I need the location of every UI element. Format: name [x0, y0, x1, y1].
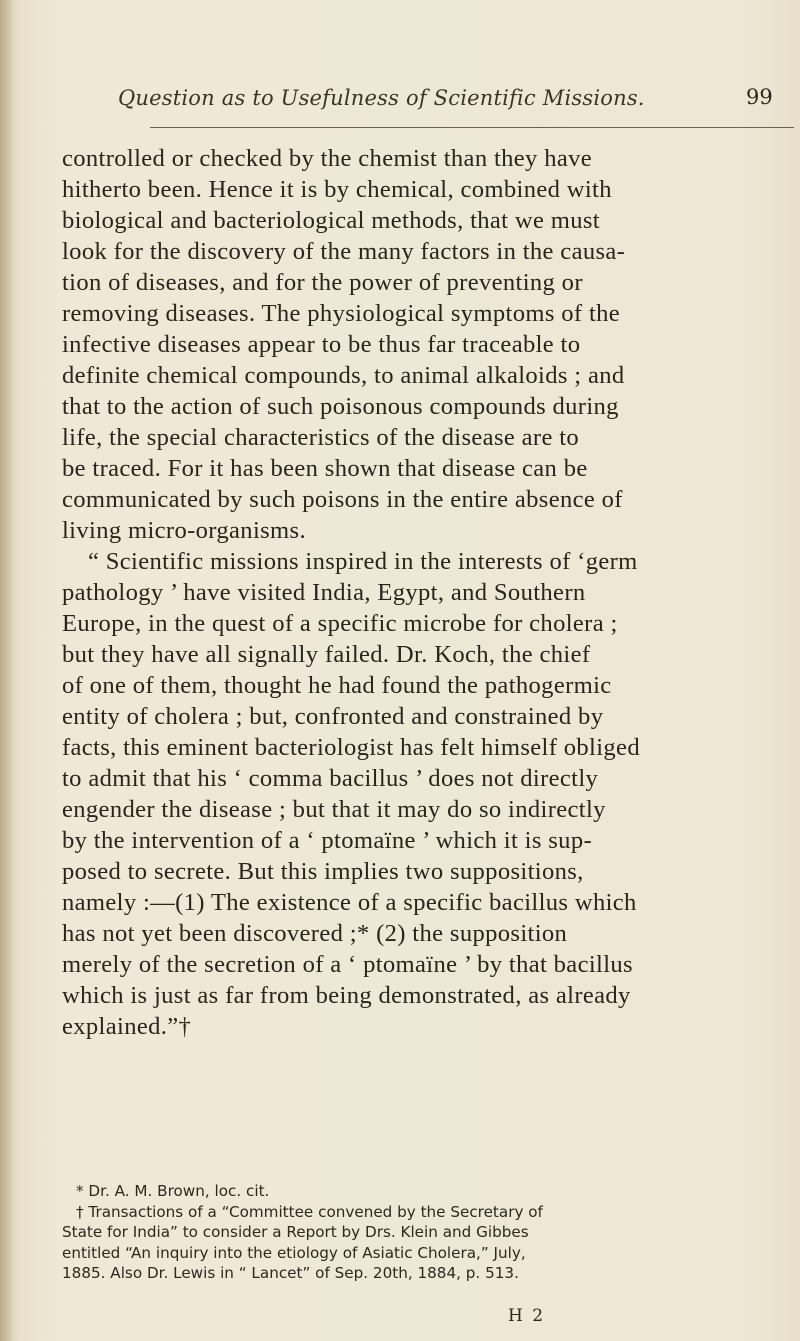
text-line: has not yet been discovered ;* (2) the supposition [62, 920, 568, 947]
text-line: explained.”† [62, 1013, 192, 1040]
text-line: to admit that his ‘ comma bacillus ’ does not directly [62, 765, 599, 792]
text-line: of one of them, thought he had found the pathogermic [62, 672, 612, 699]
paragraph-start-line: “ Scientific missions inspired in the interests of ‘germ [88, 548, 638, 575]
signature-mark: H 2 [508, 1306, 546, 1326]
text-line: controlled or checked by the chemist than they have [62, 145, 593, 172]
page-number: 99 [746, 85, 773, 109]
text-line: life, the special characteristics of the disease are to [62, 424, 580, 451]
footnote-line: 1885. Also Dr. Lewis in “ Lancet” of Sep. 20th, 1884, p. 513. [62, 1264, 519, 1282]
text-line: by the intervention of a ‘ ptomaïne ’ which it is sup- [62, 827, 593, 854]
text-line: posed to secrete. But this implies two suppositions, [62, 858, 584, 885]
text-line: but they have all signally failed. Dr. Koch, the chief [62, 641, 591, 668]
text-line: merely of the secretion of a ‘ ptomaïne ’ by that bacillus [62, 951, 633, 978]
footnote-2: † Transactions of a “Committee convened by the Secretary of [76, 1202, 543, 1221]
text-line: removing diseases. The physiological symptoms of the [62, 300, 621, 327]
text-line: look for the discovery of the many factors in the causa- [62, 238, 626, 265]
running-head: Question as to Usefulness of Scientific Missions. [118, 86, 645, 110]
text-line: infective diseases appear to be thus far traceable to [62, 331, 581, 358]
footnotes [62, 1181, 742, 1284]
text-line: Europe, in the quest of a specific microbe for cholera ; [62, 610, 618, 637]
footnote-line: entitled “An inquiry into the etiology of Asiatic Cholera,” July, [62, 1243, 526, 1262]
text-line: which is just as far from being demonstrated, as already [62, 982, 631, 1009]
text-line: hitherto been. Hence it is by chemical, combined with [62, 176, 612, 203]
header-rule [150, 127, 794, 128]
text-line: that to the action of such poisonous compounds during [62, 393, 619, 420]
footnote-1: * Dr. A. M. Brown, loc. cit. [76, 1182, 270, 1200]
body-text [62, 143, 738, 1042]
text-line: living micro-organisms. [62, 517, 306, 544]
footnote-line: State for India” to consider a Report by Drs. Klein and Gibbes [62, 1223, 529, 1241]
text-line: definite chemical compounds, to animal alkaloids ; and [62, 362, 625, 389]
text-line: pathology ’ have visited India, Egypt, and Southern [62, 579, 586, 606]
text-line: facts, this eminent bacteriologist has felt himself obliged [62, 734, 640, 761]
page-binding-shadow [0, 0, 14, 1341]
text-line: entity of cholera ; but, confronted and constrained by [62, 703, 604, 730]
text-line: namely :—(1) The existence of a specific bacillus which [62, 889, 637, 916]
text-line: engender the disease ; but that it may do so indirectly [62, 796, 606, 823]
text-line: communicated by such poisons in the entire absence of [62, 486, 623, 513]
text-line: biological and bacteriological methods, that we must [62, 207, 600, 234]
text-line: tion of diseases, and for the power of preventing or [62, 269, 583, 296]
text-line: be traced. For it has been shown that disease can be [62, 455, 588, 482]
page-header [118, 86, 798, 120]
